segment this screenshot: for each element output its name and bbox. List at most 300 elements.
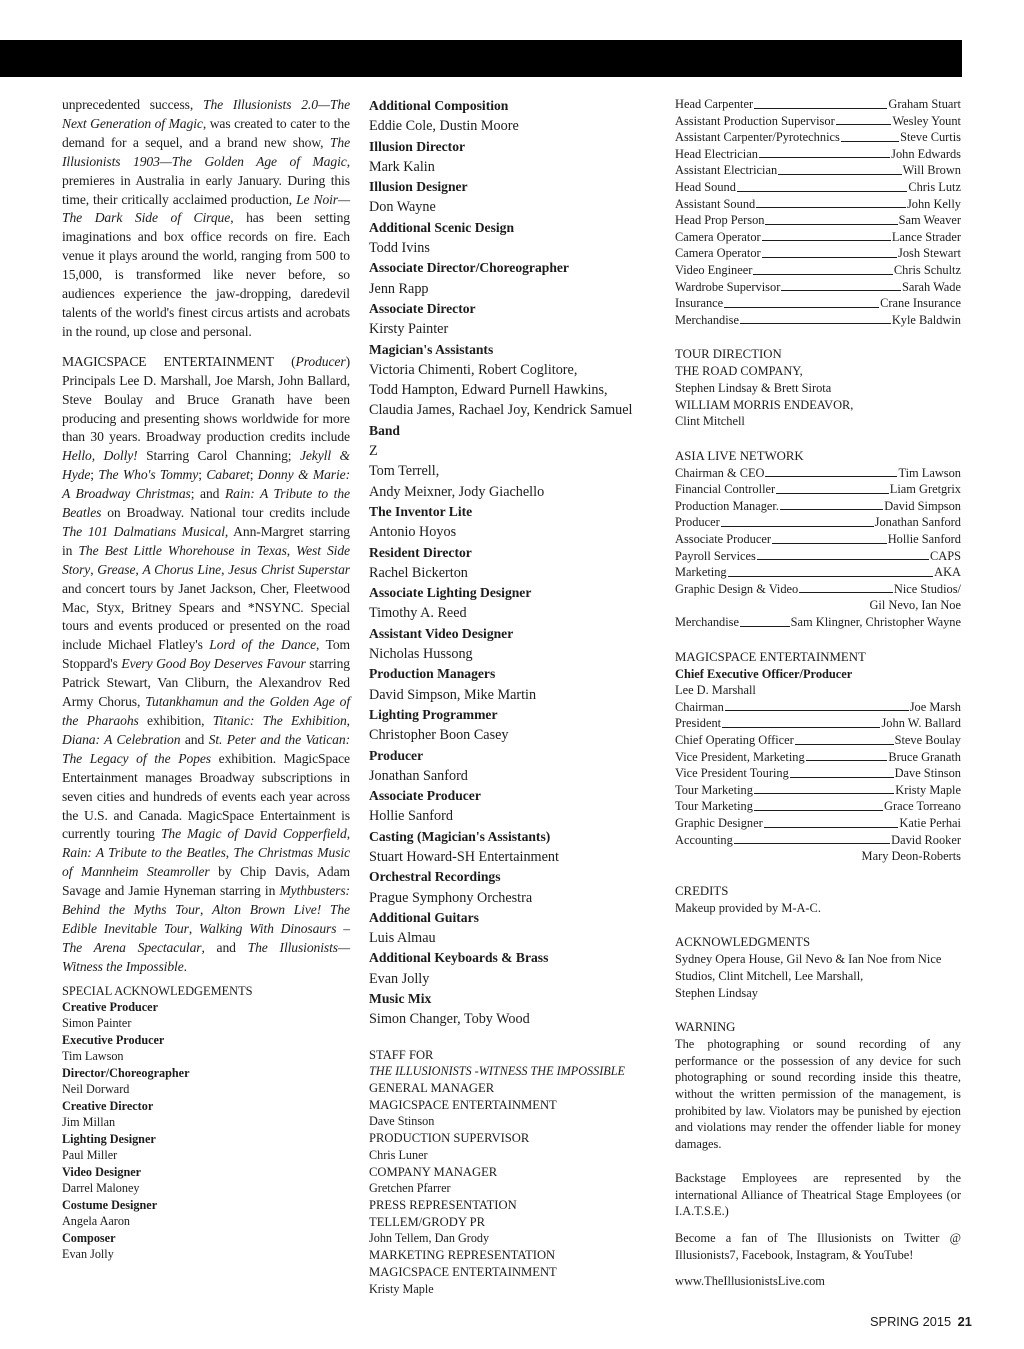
- bio-title-italic: The Illusionists 1903—The Golden Age of Magic: [62, 134, 350, 169]
- credit-role: Producer: [369, 747, 424, 763]
- credit-role: Additional Guitars: [369, 909, 479, 925]
- bio-text: (: [273, 353, 296, 369]
- leader-row: [675, 179, 961, 196]
- staff-role: COMPANY MANAGER: [369, 1164, 498, 1179]
- bio-text: ,: [346, 713, 350, 728]
- row-leader: [776, 481, 889, 494]
- special-ack-list: [62, 999, 350, 1263]
- column-bio: [62, 96, 350, 1263]
- row-value-continued: Gil Nevo, Ian Noe: [869, 598, 961, 613]
- credit-role: Production Managers: [369, 666, 496, 682]
- special-ack-role: Director/Choreographer: [62, 1065, 190, 1080]
- special-ack-title: SPECIAL ACKNOWLEDGEMENTS: [62, 983, 253, 998]
- column-credits: [369, 96, 659, 1297]
- credit-name: Evan Jolly: [369, 970, 430, 987]
- credit-role: Orchestral Recordings: [369, 869, 501, 885]
- row-value: Joe Marsh: [909, 699, 961, 714]
- leader-row: [675, 245, 961, 262]
- credit-role: Magician's Assistants: [369, 341, 494, 357]
- row-leader: [734, 832, 890, 845]
- leader-row: [675, 481, 961, 498]
- bio-title-italic: Mythbusters: Behind the Myths Tour: [62, 883, 350, 918]
- bio-text: exhibition,: [138, 713, 213, 728]
- row-value: Graham Stuart: [888, 97, 961, 111]
- footer-season: SPRING 2015: [870, 1314, 952, 1329]
- tour-direction-lines: [675, 363, 961, 429]
- leader-row: [675, 798, 961, 815]
- bio-title-italic: St. Peter and the Vatican: The Legacy of the Popes: [62, 731, 350, 766]
- credit-name: Prague Symphony Orchestra: [369, 889, 533, 906]
- credit-name: Andy Meixner, Jody Giachello: [369, 483, 545, 500]
- credit-role: Additional Composition: [369, 98, 509, 113]
- leader-row: [675, 815, 961, 832]
- row-role: Head Sound: [675, 179, 736, 194]
- leader-row: [675, 312, 961, 329]
- special-ack-name: Jim Millan: [62, 1115, 116, 1130]
- special-ack-name: Paul Miller: [62, 1148, 118, 1163]
- website-link[interactable]: www.TheIllusionistsLive.com: [675, 1274, 825, 1289]
- credit-name: Eddie Cole, Dustin Moore: [369, 118, 519, 135]
- row-role: Financial Controller: [675, 482, 776, 497]
- bio-title-italic: West Side Story: [62, 542, 350, 577]
- credit-list: [369, 96, 659, 1030]
- leader-row: [675, 749, 961, 766]
- page-footer: [870, 1314, 972, 1329]
- bio-title-italic: Jesus Christ Superstar: [228, 561, 350, 577]
- bio-text: , premieres in Australia in early January. During this time, their critically acclaimed production,: [62, 153, 350, 207]
- leader-row: [675, 129, 961, 146]
- row-role: Merchandise: [675, 312, 739, 327]
- bio-text: ; and: [190, 486, 225, 502]
- row-role: Tour Marketing: [675, 799, 753, 814]
- row-role: Producer: [675, 515, 720, 530]
- special-ack-name: Angela Aaron: [62, 1214, 131, 1229]
- credit-role: Illusion Designer: [369, 179, 468, 195]
- asia-live-list: [675, 465, 961, 631]
- staff-subtitle: THE ILLUSIONISTS -WITNESS THE IMPOSSIBLE: [369, 1064, 625, 1079]
- row-value: Bruce Granath: [888, 749, 961, 764]
- credit-name: Todd Ivins: [369, 240, 430, 257]
- bio-title-italic: The Illusionists 2.0—The Next Generation of Magic: [62, 97, 350, 131]
- leader-row: [675, 782, 961, 799]
- row-leader: [806, 749, 888, 762]
- acknowledgments-title: ACKNOWLEDGMENTS: [675, 935, 811, 950]
- tour-direction-line: WILLIAM MORRIS ENDEAVOR,: [675, 397, 854, 412]
- row-value: Tim Lawson: [898, 465, 961, 480]
- credit-name: Timothy A. Reed: [369, 605, 467, 622]
- row-value: Grace Torreano: [884, 799, 961, 814]
- credit-role: Illusion Director: [369, 138, 466, 154]
- bio-title-italic: The Christmas Music of Mannheim Steamroller: [62, 845, 351, 880]
- row-leader: [753, 262, 893, 275]
- row-value: Steve Curtis: [900, 130, 961, 145]
- tour-direction-line: Clint Mitchell: [675, 414, 745, 429]
- row-role: Assistant Carpenter/Pyrotechnics: [675, 130, 840, 145]
- bio-text: , Tom Stoppard's: [62, 637, 351, 672]
- credit-role: Band: [369, 422, 400, 438]
- row-role: Wardrobe Supervisor: [675, 279, 781, 294]
- credit-name: Antonio Hoyos: [369, 524, 457, 541]
- credit-role: Casting (Magician's Assistants): [369, 828, 551, 844]
- acknowledgments-lines: [675, 951, 961, 1001]
- row-value: David Rooker: [891, 832, 961, 847]
- credit-role: Additional Keyboards & Brass: [369, 950, 549, 966]
- credit-name: Claudia James, Rachael Joy, Kendrick Samuel: [369, 402, 633, 419]
- bio-title-italic: Every Good Boy Deserves Favour: [121, 656, 306, 672]
- bio-text: ) Principals Lee D. Marshall, Joe Marsh, John Ballard, Steve Boulay and Bruce Granath have been producing and presenting shows worldwide for more than 30 years. Broadway production credits include: [62, 353, 350, 445]
- row-value: Sam Klingner, Christopher Wayne: [790, 615, 961, 630]
- bio-text: ,: [221, 561, 229, 577]
- leader-row: [675, 96, 961, 113]
- row-leader: [724, 295, 879, 308]
- row-leader: [740, 312, 891, 325]
- leader-row: [675, 699, 961, 716]
- leader-row: [675, 229, 961, 246]
- bio-text: exhibition. MagicSpace Entertainment manages Broadway subscriptions in seven cities and hundreds of events each year across the U.S. and Canada. MagicSpace Entertainment is currently touring: [62, 750, 350, 842]
- credit-name: Mark Kalin: [369, 158, 435, 175]
- row-leader: [762, 245, 897, 258]
- row-value: Josh Stewart: [898, 246, 961, 261]
- acknowledgments-line: Sydney Opera House, Gil Nevo & Ian Noe from Nice: [675, 952, 942, 967]
- bio-text: by Chip Davis, Adam Savage and Jamie Hyneman starring in: [62, 864, 351, 899]
- warning-section: [675, 1019, 961, 1152]
- credit-name: Simon Changer, Toby Wood: [369, 1011, 530, 1028]
- bio-title-italic: The Illusionists— Witness the Impossible: [62, 939, 350, 974]
- row-leader: [762, 229, 891, 242]
- bio-text: ,: [286, 542, 297, 558]
- warning-title: WARNING: [675, 1020, 736, 1035]
- bio-paragraph-intro: [62, 96, 350, 342]
- special-ack-role: Composer: [62, 1230, 116, 1245]
- row-role: Head Electrician: [675, 146, 758, 161]
- bio-title-italic: A Chorus Line: [142, 561, 222, 577]
- leader-row: [675, 732, 961, 749]
- row-role: Production Manager.: [675, 498, 779, 513]
- credit-name: Kirsty Painter: [369, 321, 449, 338]
- row-leader: [754, 798, 883, 811]
- bio-title-italic: Donny & Marie: A Broadway Christmas: [62, 467, 350, 502]
- row-role: Vice President Touring: [675, 766, 789, 781]
- bio-text: ;: [198, 467, 207, 483]
- staff-role: GENERAL MANAGER: [369, 1081, 495, 1096]
- row-leader: [795, 732, 894, 745]
- bio-title-italic: The Best Little Whorehouse in Texas: [78, 542, 287, 558]
- row-value: Jonathan Sanford: [874, 515, 961, 530]
- row-role: Graphic Design & Video: [675, 581, 799, 596]
- credit-role: Additional Scenic Design: [369, 219, 515, 235]
- row-role: Accounting: [675, 832, 733, 847]
- bio-text: , Ann-Margret starring in: [62, 523, 350, 558]
- credit-name: Don Wayne: [369, 199, 436, 216]
- row-value: Chris Schultz: [893, 262, 961, 277]
- row-leader: [836, 113, 892, 126]
- leader-row: [675, 832, 961, 849]
- row-value: John W. Ballard: [881, 716, 961, 731]
- tour-direction-line: Stephen Lindsay & Brett Sirota: [675, 380, 832, 395]
- credit-name: Nicholas Hussong: [369, 646, 473, 663]
- row-leader: [740, 614, 790, 627]
- credit-role: Resident Director: [369, 544, 472, 560]
- row-leader: [757, 548, 929, 561]
- special-ack-name: Simon Painter: [62, 1016, 132, 1031]
- row-leader: [737, 179, 907, 192]
- leader-row: [675, 514, 961, 531]
- credit-name: Hollie Sanford: [369, 808, 453, 825]
- bio-title-italic: Titanic: The Exhibition: [212, 713, 347, 728]
- leader-row: [675, 196, 961, 213]
- row-value: Will Brown: [902, 163, 961, 178]
- acknowledgments-line: Stephen Lindsay: [675, 985, 758, 1000]
- row-value-continued: Mary Deon-Roberts: [861, 849, 961, 864]
- tour-direction-line: THE ROAD COMPANY,: [675, 364, 803, 379]
- credit-name: Christopher Boon Casey: [369, 727, 509, 744]
- bio-title-italic: Cabaret: [206, 467, 250, 483]
- row-leader: [756, 196, 906, 209]
- row-leader: [764, 815, 899, 828]
- staff-title: STAFF FOR: [369, 1047, 434, 1062]
- row-leader: [780, 498, 883, 511]
- row-role: Associate Producer: [675, 532, 771, 547]
- bio-title-italic: Tutankhamun and the Golden Age of the Pharaohs: [62, 694, 350, 728]
- leader-row: [675, 715, 961, 732]
- special-ack-role: Lighting Designer: [62, 1131, 156, 1146]
- credit-role: The Inventor Lite: [369, 503, 473, 519]
- row-leader: [799, 581, 893, 594]
- bio-title-italic: Producer: [295, 353, 346, 369]
- bio-title-italic: Hello, Dolly!: [62, 448, 138, 464]
- bio-text: , was created to cater to the demand for a sequel, and a brand new show,: [62, 115, 350, 150]
- row-value: Kyle Baldwin: [891, 312, 961, 327]
- credits-note-title: CREDITS: [675, 883, 729, 898]
- bio-text: Starring Carol Channing;: [137, 448, 300, 464]
- bio-text: ,: [199, 902, 213, 918]
- staff-list: [369, 1080, 659, 1297]
- row-leader: [725, 699, 909, 712]
- credit-name: Rachel Bickerton: [369, 564, 468, 581]
- crew-list: [675, 96, 961, 328]
- row-leader: [759, 146, 890, 159]
- row-role: Payroll Services: [675, 548, 756, 563]
- row-role: Chief Operating Officer: [675, 733, 794, 747]
- staff-name: Dave Stinson: [369, 1114, 435, 1129]
- bio-text: , has been setting imaginations and box office records on fire. Each venue it plays around the world, ranging from 500 to 15,000, is transformed like never before, so audiences experience the jaw-dropping, daredevil talents of the world's finest circus artists and acrobats in the round, up close and personal.: [62, 210, 351, 339]
- row-role: Merchandise: [675, 615, 739, 630]
- bio-title-italic: The Who's Tommy: [98, 467, 199, 483]
- bio-title-italic: Grease: [97, 561, 136, 577]
- row-leader: [841, 129, 899, 142]
- row-value: Crane Insurance: [880, 296, 961, 311]
- special-ack-role: Costume Designer: [62, 1197, 158, 1212]
- special-ack-role: Creative Director: [62, 1098, 154, 1113]
- asia-live-section: [675, 448, 961, 631]
- bio-text: , and: [201, 939, 248, 955]
- bio-title-italic: Rain: A Tribute to the Beatles: [62, 486, 350, 521]
- credit-name: Jenn Rapp: [369, 280, 429, 297]
- row-value: AKA: [934, 565, 961, 580]
- row-leader: [765, 212, 897, 225]
- asia-live-title: ASIA LIVE NETWORK: [675, 448, 804, 463]
- credit-name: Tom Terrell,: [369, 463, 440, 480]
- row-role: Chairman & CEO: [675, 465, 765, 480]
- row-role: Chairman: [675, 699, 724, 714]
- magicspace-ceo-name: Lee D. Marshall: [675, 683, 756, 698]
- leader-row: [675, 765, 961, 782]
- bio-text: [321, 902, 330, 917]
- credit-name: Z: [369, 443, 378, 460]
- tour-direction-title: TOUR DIRECTION: [675, 347, 782, 362]
- special-ack-role: Creative Producer: [62, 999, 158, 1014]
- leader-row: [675, 564, 961, 581]
- row-role: Assistant Production Supervisor: [675, 113, 835, 128]
- bio-title-italic: Alton Brown Live!: [212, 902, 322, 918]
- bio-text: on Broadway. National tour credits include: [101, 505, 350, 521]
- row-role: Insurance: [675, 296, 724, 311]
- bio-text: and: [180, 731, 209, 747]
- bio-title-italic: Lord of the Dance: [209, 637, 317, 653]
- row-value: Katie Perhai: [899, 815, 961, 830]
- staff-role: TELLEM/GRODY PR: [369, 1214, 486, 1229]
- magicspace-list: [675, 699, 961, 865]
- leader-row: [675, 162, 961, 179]
- staff-name: Kristy Maple: [369, 1281, 434, 1296]
- staff-role: MAGICSPACE ENTERTAINMENT: [369, 1264, 557, 1279]
- row-leader: [778, 162, 901, 175]
- row-role: Camera Operator: [675, 229, 761, 244]
- column-staff: [675, 96, 961, 1290]
- leader-row: [675, 113, 961, 130]
- row-role: Vice President, Marketing: [675, 749, 805, 764]
- special-ack-role: Video Designer: [62, 1164, 142, 1179]
- special-ack-name: Evan Jolly: [62, 1247, 114, 1262]
- row-leader: [772, 531, 887, 544]
- credit-role: Music Mix: [369, 991, 432, 1007]
- row-value: Lance Strader: [891, 229, 961, 244]
- row-value: Dave Stinson: [894, 766, 961, 781]
- leader-row: [675, 465, 961, 482]
- bio-text: ,: [188, 920, 199, 936]
- row-value: Wesley Yount: [892, 113, 961, 128]
- row-role: Marketing: [675, 565, 727, 580]
- row-value: Sam Weaver: [898, 213, 961, 228]
- staff-role: MARKETING REPRESENTATION: [369, 1248, 556, 1263]
- credit-role: Associate Director: [369, 300, 476, 316]
- row-leader: [781, 279, 901, 292]
- bio-paragraph-magicspace: [62, 353, 350, 977]
- tour-direction-section: [675, 346, 961, 429]
- bio-text: ;: [90, 467, 99, 483]
- row-value: Sarah Wade: [902, 279, 961, 294]
- row-role: Assistant Sound: [675, 196, 756, 211]
- bio-text: ,: [135, 561, 143, 577]
- page-number: 21: [957, 1314, 972, 1329]
- bio-text: MAGICSPACE ENTERTAINMENT: [62, 353, 274, 369]
- row-value: Kristy Maple: [895, 782, 961, 797]
- staff-section: [369, 1047, 659, 1298]
- credit-role: Associate Producer: [369, 788, 481, 804]
- leader-row: [675, 295, 961, 312]
- bio-title-italic: The Magic of David Copperfield: [160, 826, 347, 842]
- leader-row: [675, 146, 961, 163]
- credit-role: Lighting Programmer: [369, 706, 498, 722]
- credit-name: David Simpson, Mike Martin: [369, 686, 537, 703]
- magicspace-section: [675, 649, 961, 865]
- bio-title-italic: The Edible Inevitable Tour: [62, 902, 350, 936]
- credit-role: Associate Lighting Designer: [369, 585, 532, 601]
- leader-row: [675, 581, 961, 598]
- bio-text: .: [183, 958, 187, 974]
- row-leader: [765, 465, 897, 478]
- bio-text: starring Patrick Stewart, Van Cliburn, the Alexandrov Red Army Chorus,: [62, 656, 350, 710]
- special-ack-role: Executive Producer: [62, 1032, 165, 1047]
- leader-row: [675, 548, 961, 565]
- row-role: Assistant Electrician: [675, 163, 778, 178]
- credits-note-section: [675, 883, 961, 917]
- special-ack-name: Tim Lawson: [62, 1049, 124, 1064]
- row-value: Nice Studios/: [893, 581, 961, 596]
- leader-row: [675, 279, 961, 296]
- fan-note: Become a fan of The Illusionists on Twitter @ Illusionists7, Facebook, Instagram, & YouTube!: [675, 1231, 961, 1262]
- leader-row: [675, 212, 961, 229]
- row-role: Head Carpenter: [675, 97, 754, 111]
- row-role: Tour Marketing: [675, 782, 753, 797]
- row-role: Video Engineer: [675, 262, 753, 277]
- bio-title-italic: Walking With Dinosaurs – The Arena Spectacular: [62, 920, 350, 955]
- bio-title-italic: Jekyll & Hyde: [62, 448, 350, 483]
- row-role: Camera Operator: [675, 246, 761, 261]
- credit-role: Assistant Video Designer: [369, 625, 514, 641]
- credit-name: Luis Almau: [369, 930, 436, 947]
- credit-name: Todd Hampton, Edward Purnell Hawkins,: [369, 382, 608, 399]
- leader-row: [675, 531, 961, 548]
- warning-text: The photographing or sound recording of any performance or the possession of any device for such photographing or sound recording inside this theatre, without the written permission of the management, is prohibited by law. Violators may be punished by ejection and violations may render the offender liable for money damages.: [675, 1037, 961, 1151]
- row-leader: [728, 564, 934, 577]
- bio-text: ,: [90, 561, 98, 577]
- credits-note-text: Makeup provided by M-A-C.: [675, 900, 821, 915]
- row-role: President: [675, 716, 722, 731]
- staff-name: John Tellem, Dan Grody: [369, 1231, 490, 1246]
- staff-name: Gretchen Pfarrer: [369, 1181, 451, 1196]
- bio-text: ,: [346, 826, 350, 842]
- bio-text: unprecedented success,: [62, 97, 203, 112]
- credit-name: Jonathan Sanford: [369, 767, 468, 784]
- special-ack-name: Darrel Maloney: [62, 1181, 140, 1196]
- union-note: Backstage Employees are represented by the international Alliance of Theatrical Stage Employees (or I.A.T.S.E.): [675, 1171, 961, 1219]
- credit-role: Associate Director/Choreographer: [369, 260, 569, 276]
- credit-name: Victoria Chimenti, Robert Coglitore,: [369, 361, 578, 378]
- special-ack-name: Neil Dorward: [62, 1082, 130, 1097]
- bio-title-italic: Le Noir—The Dark Side of Cirque: [62, 191, 350, 226]
- row-leader: [722, 715, 880, 728]
- bio-text: and concert tours by Janet Jackson, Cher, Fleetwood Mac, Styx, Britney Spears and *NSYNC. Special tours and events produced or presented on the road include Michael Flatley's: [62, 580, 350, 653]
- row-value: CAPS: [930, 548, 961, 563]
- bio-text: ,: [225, 845, 234, 861]
- credit-name: Stuart Howard-SH Entertainment: [369, 848, 559, 865]
- staff-role: PRODUCTION SUPERVISOR: [369, 1131, 530, 1146]
- row-value: Liam Gretgrix: [889, 482, 961, 497]
- row-leader: [721, 514, 874, 527]
- row-value: John Edwards: [891, 146, 961, 161]
- magicspace-title: MAGICSPACE ENTERTAINMENT: [675, 649, 866, 664]
- leader-row: [675, 614, 961, 631]
- row-value: Hollie Sanford: [887, 532, 961, 547]
- staff-role: PRESS REPRESENTATION: [369, 1197, 517, 1212]
- acknowledgments-section: [675, 934, 961, 1001]
- row-role: Graphic Designer: [675, 815, 763, 830]
- staff-role: MAGICSPACE ENTERTAINMENT: [369, 1097, 557, 1112]
- leader-row: [675, 262, 961, 279]
- row-role: Head Prop Person: [675, 213, 765, 228]
- header-bar: [0, 40, 962, 77]
